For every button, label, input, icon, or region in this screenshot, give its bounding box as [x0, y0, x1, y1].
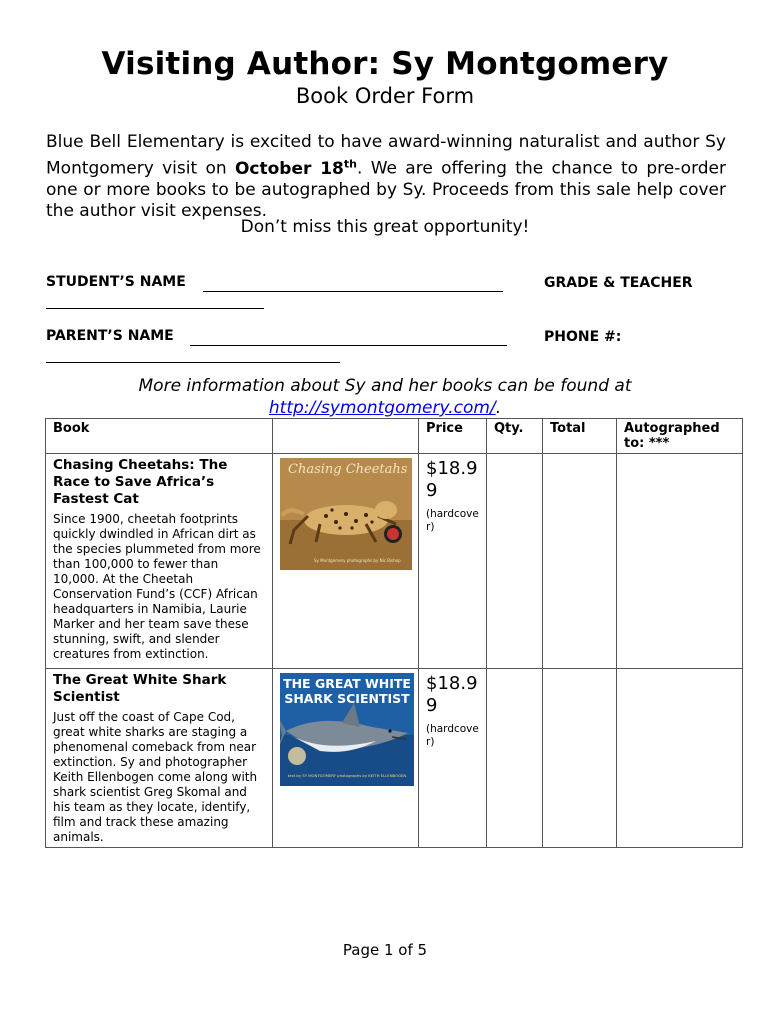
student-name-label: STUDENT’S NAME	[46, 274, 186, 290]
grade-teacher-field[interactable]	[46, 308, 264, 309]
intro-text-1: Blue Bell Elementary is excited to have award-winning naturalist and author Sy Montgomery visit on	[46, 132, 726, 179]
book-title: The Great White Shark Scientist	[53, 672, 227, 705]
total-cell[interactable]	[543, 669, 617, 848]
parent-name-field[interactable]	[190, 345, 507, 346]
book-title: Chasing Cheetahs: The Race to Save Africa’s Fastest Cat	[53, 457, 228, 507]
order-table	[45, 418, 743, 848]
shark-cover-title-1: THE GREAT WHITE	[283, 676, 411, 691]
page-title: Visiting Author: Sy Montgomery	[101, 46, 669, 82]
shark-cover-title-2: SHARK SCIENTIST	[284, 691, 410, 706]
price-cell	[419, 454, 487, 669]
price-cell	[419, 669, 487, 848]
student-name-field[interactable]	[203, 291, 503, 292]
intro-paragraph	[46, 132, 726, 222]
qty-cell[interactable]	[487, 454, 543, 669]
visit-date-day: October 18	[234, 158, 344, 179]
page-subtitle: Book Order Form	[295, 84, 475, 108]
author-website-link[interactable]: http://symontgomery.com/	[268, 398, 496, 418]
header-total: Total	[543, 419, 617, 454]
book-description: Just off the coast of Cape Cod, great white sharks are staging a phenomenal comeback from near extinction. Sy and photographer Keith Ellenbogen come along with shark scientist Greg Skomal and his team as they locate, identify, film and track these amazing animals.	[53, 710, 258, 844]
visit-date-suffix: th	[343, 157, 357, 170]
intro-text-2: . We are offering the chance to pre-order one or more books to be autographed by Sy. Proceeds from this sale help cover the author visit expenses.	[46, 158, 726, 221]
table-row	[46, 454, 743, 669]
shark-cover-credit: text by SY MONTGOMERY photographs by KEITH ELLENBOGEN	[287, 773, 407, 778]
header-cover	[273, 419, 419, 454]
more-info-period: .	[495, 398, 502, 418]
phone-field[interactable]	[46, 362, 340, 363]
header-book: Book	[46, 419, 273, 454]
parent-name-label: PARENT’S NAME	[46, 328, 174, 344]
cheetah-cover-title: Chasing Cheetahs	[288, 462, 408, 477]
book-info	[46, 454, 273, 669]
phone-label: PHONE #:	[544, 329, 622, 345]
book-price: $18.99	[426, 673, 478, 716]
shark-book-cover	[280, 673, 414, 786]
autographed-cell[interactable]	[617, 454, 743, 669]
cheetah-cover-credit: Sy Montgomery photographs by Nic Bishop	[314, 558, 401, 563]
grade-teacher-label: GRADE & TEACHER	[544, 275, 693, 291]
cheetah-book-cover	[280, 458, 412, 570]
table-row	[46, 669, 743, 848]
header-autographed: Autographed to: ***	[617, 419, 743, 454]
total-cell[interactable]	[543, 454, 617, 669]
more-info-text: More information about Sy and her books can be found at	[138, 376, 632, 396]
header-qty: Qty.	[487, 419, 543, 454]
page-number: Page 1 of 5	[342, 941, 428, 959]
book-price: $18.99	[426, 458, 478, 501]
header-price: Price	[419, 419, 487, 454]
book-format: (hardcover)	[426, 508, 479, 533]
book-cover-cell	[273, 669, 419, 848]
autographed-cell[interactable]	[617, 669, 743, 848]
book-cover-cell	[273, 454, 419, 669]
more-info	[0, 375, 770, 419]
visit-date	[235, 159, 357, 179]
qty-cell[interactable]	[487, 669, 543, 848]
table-header-row	[46, 419, 743, 454]
book-info	[46, 669, 273, 848]
intro-closing: Don’t miss this great opportunity!	[240, 217, 530, 237]
book-format: (hardcover)	[426, 723, 479, 748]
book-description: Since 1900, cheetah footprints quickly dwindled in African dirt as the species plummeted from more than 100,000 to fewer than 10,000. At the Cheetah Conservation Fund’s (CCF) African headquarters in Namibia, Laurie Marker and her team save these stunning, swift, and slender creatures from extinction.	[53, 512, 261, 661]
